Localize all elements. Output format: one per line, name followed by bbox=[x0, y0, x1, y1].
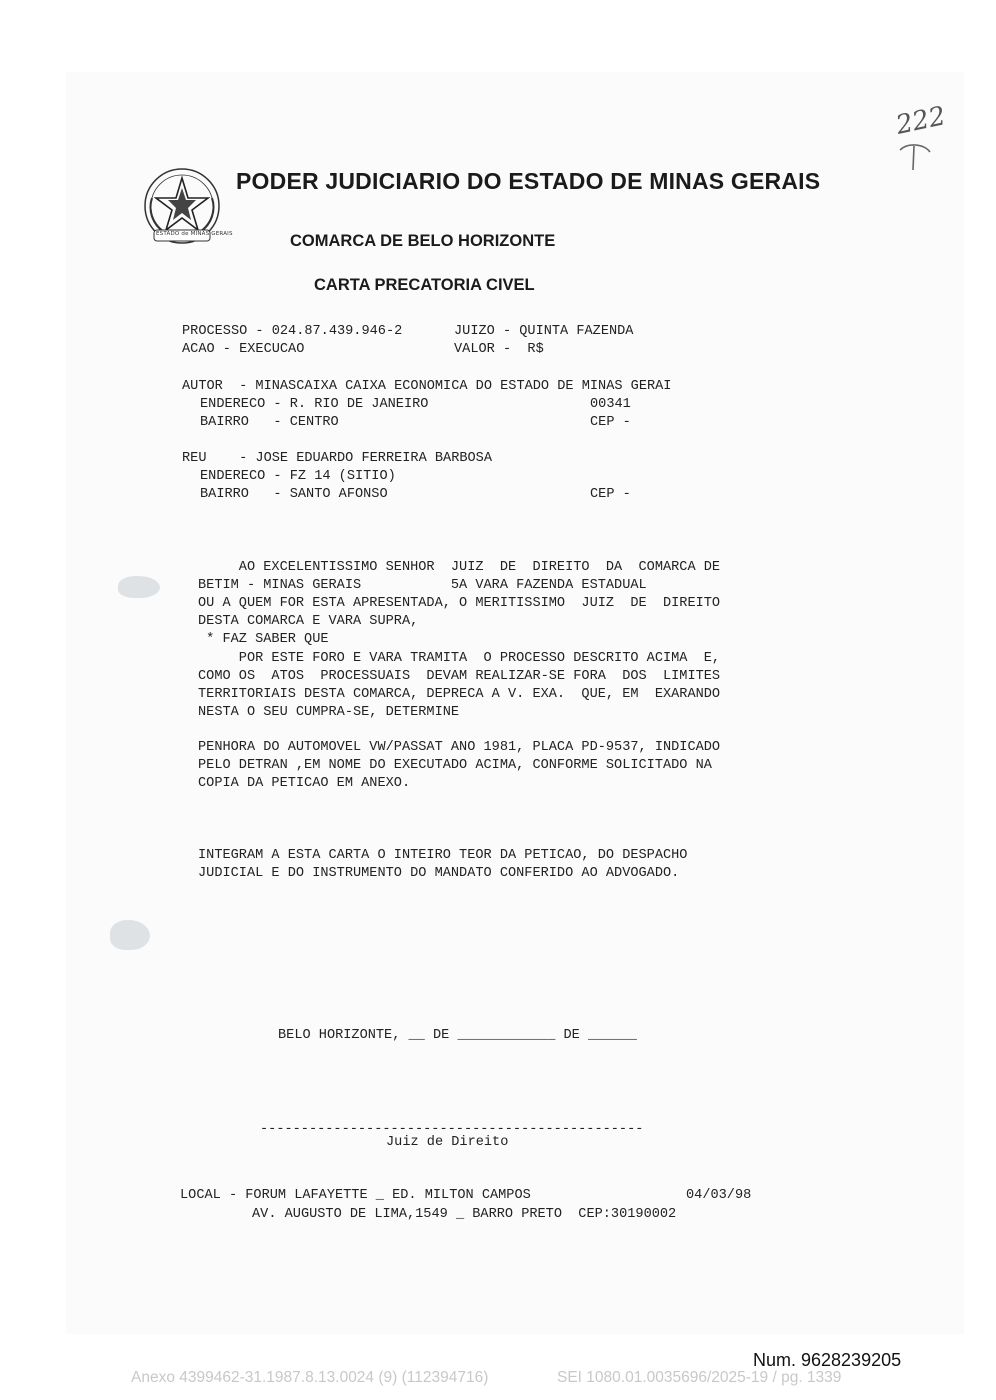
body-line: JUDICIAL E DO INSTRUMENTO DO MANDATO CONFERIDO AO ADVOGADO. bbox=[198, 866, 680, 881]
local-address: AV. AUGUSTO DE LIMA,1549 _ BARRO PRETO CEP:30190002 bbox=[252, 1207, 677, 1222]
reu-name: REU - JOSE EDUARDO FERREIRA BARBOSA bbox=[182, 451, 492, 466]
body-line: TERRITORIAIS DESTA COMARCA, DEPRECA A V. EXA. QUE, EM EXARANDO bbox=[198, 687, 721, 702]
process-number: PROCESSO - 024.87.439.946-2 bbox=[182, 324, 403, 339]
signature-label: Juiz de Direito bbox=[386, 1135, 509, 1150]
document-number: Num. 9628239205 bbox=[753, 1350, 902, 1370]
body-line: PENHORA DO AUTOMOVEL VW/PASSAT ANO 1981, PLACA PD-9537, INDICADO bbox=[198, 740, 721, 755]
comarca-heading: COMARCA DE BELO HORIZONTE bbox=[290, 232, 556, 250]
body-line: INTEGRAM A ESTA CARTA O INTEIRO TEOR DA PETICAO, DO DESPACHO bbox=[198, 848, 688, 863]
body-line: * FAZ SABER QUE bbox=[198, 632, 329, 647]
body-line: NESTA O SEU CUMPRA-SE, DETERMINE bbox=[198, 705, 460, 720]
juizo: JUIZO - QUINTA FAZENDA bbox=[454, 324, 634, 339]
autor-numero: 00341 bbox=[590, 397, 631, 412]
document-type-heading: CARTA PRECATORIA CIVEL bbox=[314, 276, 535, 294]
reu-bairro: BAIRRO - SANTO AFONSO bbox=[200, 487, 388, 502]
local-line: LOCAL - FORUM LAFAYETTE _ ED. MILTON CAMPOS bbox=[180, 1188, 531, 1203]
autor-cep: CEP - bbox=[590, 415, 631, 430]
footer-sei: SEI 1080.01.0035696/2025-19 / pg. 1339 bbox=[557, 1369, 842, 1386]
seal-text: ESTADO de MINAS GERAIS bbox=[156, 231, 233, 237]
autor-endereco: ENDERECO - R. RIO DE JANEIRO bbox=[200, 397, 429, 412]
body-line: POR ESTE FORO E VARA TRAMITA O PROCESSO DESCRITO ACIMA E, bbox=[198, 651, 721, 666]
local-date: 04/03/98 bbox=[686, 1188, 752, 1203]
body-line: OU A QUEM FOR ESTA APRESENTADA, O MERITISSIMO JUIZ DE DIREITO bbox=[198, 596, 721, 611]
document-page bbox=[66, 72, 964, 1334]
autor-bairro: BAIRRO - CENTRO bbox=[200, 415, 339, 430]
acao: ACAO - EXECUCAO bbox=[182, 342, 305, 357]
court-title: PODER JUDICIARIO DO ESTADO DE MINAS GERAIS bbox=[236, 168, 821, 194]
body-line: DESTA COMARCA E VARA SUPRA, bbox=[198, 614, 419, 629]
handwritten-mark-icon bbox=[894, 136, 944, 176]
date-line: BELO HORIZONTE, __ DE ____________ DE ______ bbox=[278, 1028, 637, 1043]
autor-name: AUTOR - MINASCAIXA CAIXA ECONOMICA DO ESTADO DE MINAS GERAI bbox=[182, 379, 672, 394]
footer-annex: Anexo 4399462-31.1987.8.13.0024 (9) (112394716) bbox=[131, 1369, 489, 1386]
reu-cep: CEP - bbox=[590, 487, 631, 502]
body-line: AO EXCELENTISSIMO SENHOR JUIZ DE DIREITO DA COMARCA DE bbox=[198, 560, 721, 575]
body-line: PELO DETRAN ,EM NOME DO EXECUTADO ACIMA, CONFORME SOLICITADO NA bbox=[198, 758, 712, 773]
signature-line: ----------------------------------------------- bbox=[260, 1122, 644, 1137]
body-line: BETIM - MINAS GERAIS 5A VARA FAZENDA ESTADUAL bbox=[198, 578, 647, 593]
reu-endereco: ENDERECO - FZ 14 (SITIO) bbox=[200, 469, 396, 484]
body-line: COMO OS ATOS PROCESSUAIS DEVAM REALIZAR-SE FORA DOS LIMITES bbox=[198, 669, 721, 684]
scan-blot bbox=[110, 920, 150, 950]
body-line: COPIA DA PETICAO EM ANEXO. bbox=[198, 776, 411, 791]
handwritten-page-number: 222 bbox=[893, 101, 949, 141]
valor: VALOR - R$ bbox=[454, 342, 544, 357]
scan-blot bbox=[118, 576, 160, 598]
